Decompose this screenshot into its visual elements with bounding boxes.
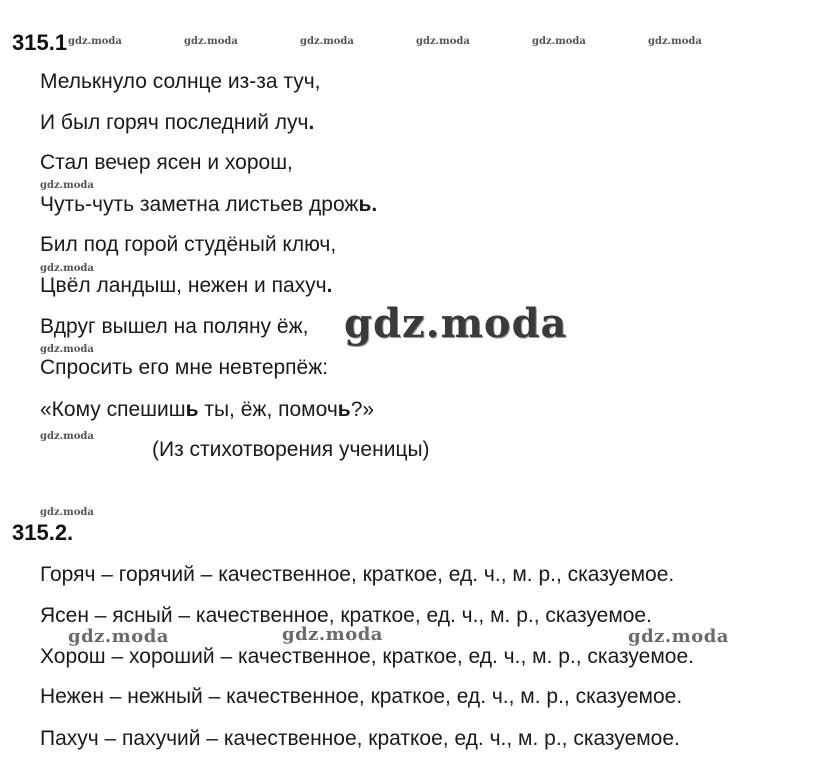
watermark-large: gdz.moda: [344, 300, 568, 347]
poem-line-2: И был горяч последний луч.: [40, 111, 315, 134]
watermark: gdz.moda: [68, 36, 122, 47]
section-number-315-1: 315.1: [12, 30, 68, 55]
watermark: gdz.moda: [40, 507, 94, 518]
watermark: gdz.moda: [282, 624, 383, 645]
poem-line-7: Вдруг вышел на поляну ёж,: [40, 315, 309, 338]
watermark: gdz.moda: [40, 180, 94, 191]
poem-line-4: Чуть-чуть заметна листьев дрожь.: [40, 193, 378, 216]
watermark: gdz.moda: [628, 626, 729, 647]
poem-line-3: Стал вечер ясен и хорош,: [40, 151, 293, 174]
watermark: gdz.moda: [40, 263, 94, 274]
watermark: gdz.moda: [40, 431, 94, 442]
poem-line-9: «Кому спешишь ты, ёж, помочь?»: [40, 398, 375, 421]
watermark: gdz.moda: [532, 36, 586, 47]
poem-source: (Из стихотворения ученицы): [152, 438, 430, 461]
section-number-315-2: 315.2.: [12, 520, 74, 545]
poem-line-1: Мелькнуло солнце из-за туч,: [40, 70, 321, 93]
analysis-line-1: Горяч – горячий – качественное, краткое, ед. ч., м. р., сказуемое.: [40, 563, 675, 586]
poem-line-8: Спросить его мне невтерпёж:: [40, 356, 329, 379]
analysis-line-3: Хорош – хороший – качественное, краткое, ед. ч., м. р., сказуемое.: [40, 645, 694, 668]
watermark: gdz.moda: [416, 36, 470, 47]
watermark: gdz.moda: [184, 36, 238, 47]
poem-line-5: Бил под горой студёный ключ,: [40, 233, 337, 256]
analysis-line-2: Ясен – ясный – качественное, краткое, ед. ч., м. р., сказуемое.: [40, 604, 652, 627]
poem-line-6: Цвёл ландыш, нежен и пахуч.: [40, 274, 333, 297]
watermark: gdz.moda: [40, 344, 94, 355]
watermark: gdz.moda: [648, 36, 702, 47]
analysis-line-5: Пахуч – пахучий – качественное, краткое, ед. ч., м. р., сказуемое.: [40, 727, 680, 750]
watermark: gdz.moda: [300, 36, 354, 47]
analysis-line-4: Нежен – нежный – качественное, краткое, ед. ч., м. р., сказуемое.: [40, 685, 683, 708]
watermark: gdz.moda: [68, 626, 169, 647]
